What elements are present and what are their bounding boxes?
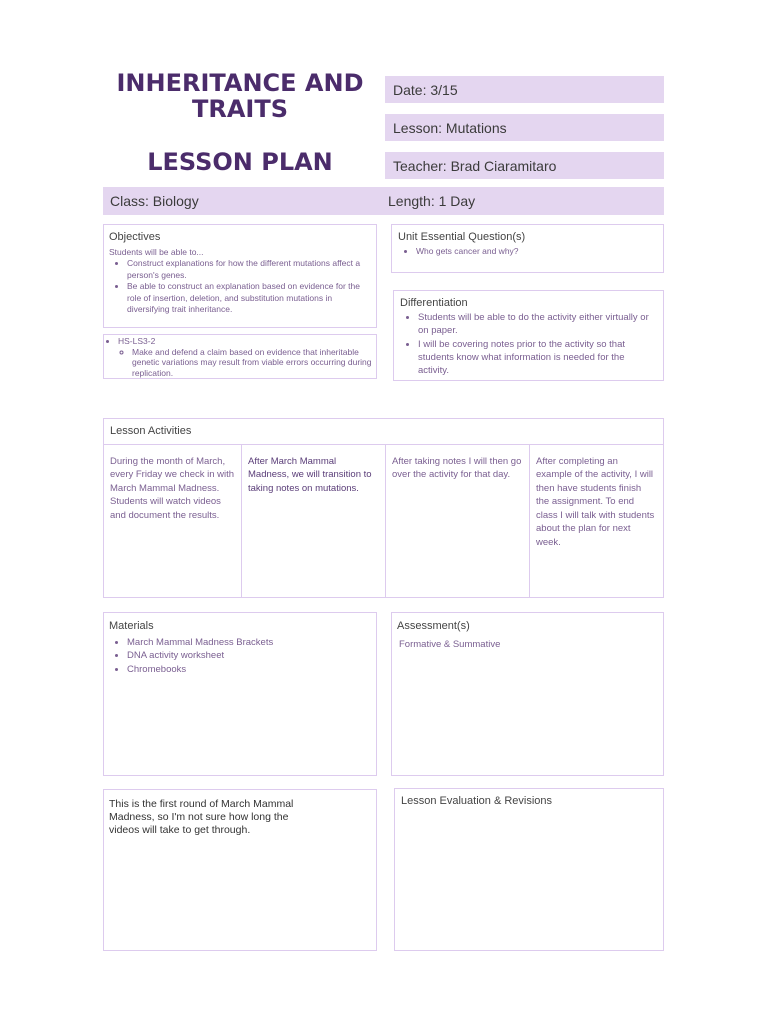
materials-box: [103, 612, 377, 776]
differentiation-list: [400, 311, 657, 377]
class-length-bar: [103, 187, 664, 215]
objectives-box: [103, 224, 377, 328]
standard-detail: ◦ Make and defend a claim based on evidence that inheritable genetic variations may result from viable errors occurring during replication.: [132, 347, 374, 379]
assessment-text: Formative & Summative: [399, 639, 501, 650]
evaluation-title: Lesson Evaluation & Revisions: [401, 795, 553, 807]
objective-item: • Construct explanations for how the different mutations affect a person's genes.: [127, 258, 371, 281]
material-item: • DNA activity worksheet: [127, 649, 371, 662]
title-line-2: TRAITS: [191, 95, 288, 123]
assessment-box: [391, 612, 664, 776]
differentiation-title: Differentiation: [400, 297, 468, 309]
objectives-title: Objectives: [109, 231, 161, 243]
materials-title: Materials: [109, 620, 154, 632]
class-field: Class: Biology: [110, 193, 199, 209]
essential-question-box: [391, 224, 664, 273]
essential-question-list: [398, 246, 657, 257]
objectives-list: [109, 258, 371, 315]
objectives-intro: Students will be able to...: [109, 247, 204, 257]
essential-question-item: • Who gets cancer and why?: [416, 246, 657, 257]
lesson-activities-box: [103, 418, 664, 598]
materials-list: [109, 636, 371, 676]
teacher-field: Teacher: Brad Ciaramitaro: [385, 152, 664, 179]
activity-column-3: After taking notes I will then go over the activity for that day.: [386, 445, 530, 597]
essential-question-title: Unit Essential Question(s): [398, 231, 526, 243]
differentiation-item: • I will be covering notes prior to the activity so that students know what information is needed for the activity.: [418, 338, 657, 378]
standard-detail-list: [118, 347, 374, 379]
differentiation-item: • Students will be able to do the activity either virtually or on paper.: [418, 311, 657, 338]
activity-column-2: After March Mammal Madness, we will transition to taking notes on mutations.: [242, 445, 386, 597]
standards-list: [106, 336, 374, 379]
length-field: Length: 1 Day: [388, 193, 476, 209]
objective-item: • Be able to construct an explanation based on evidence for the role of insertion, deletion, and substitution mutations in diversifying trait inheritance.: [127, 281, 371, 315]
lesson-field: Lesson: Mutations: [385, 114, 664, 141]
standard-code: • HS-LS3-2 ◦ Make and defend a claim based on evidence that inheritable genetic variations may result from viable errors occurring during replication.: [118, 336, 374, 379]
notes-box: [103, 789, 377, 951]
date-field: Date: 3/15: [385, 76, 664, 103]
activity-column-4: After completing an example of the activity, I will then have students finish the assignment. To end class I will talk with students about the plan for next week.: [536, 456, 655, 548]
page-title: [110, 70, 370, 122]
differentiation-box: [393, 290, 664, 381]
lesson-activities-title: Lesson Activities: [104, 419, 663, 445]
evaluation-box: [394, 788, 664, 951]
title-line-1: INHERITANCE AND: [116, 69, 364, 97]
assessment-title: Assessment(s): [397, 620, 470, 632]
activity-column-1: During the month of March, every Friday we check in with March Mammal Madness. Students will watch videos and document the results.: [104, 445, 242, 597]
page-subtitle: LESSON PLAN: [147, 148, 333, 176]
material-item: • Chromebooks: [127, 663, 371, 676]
notes-text: This is the first round of March Mammal Madness, so I'm not sure how long the videos will take to get through.: [109, 798, 294, 837]
standards-box: [103, 334, 377, 379]
material-item: • March Mammal Madness Brackets: [127, 636, 371, 649]
